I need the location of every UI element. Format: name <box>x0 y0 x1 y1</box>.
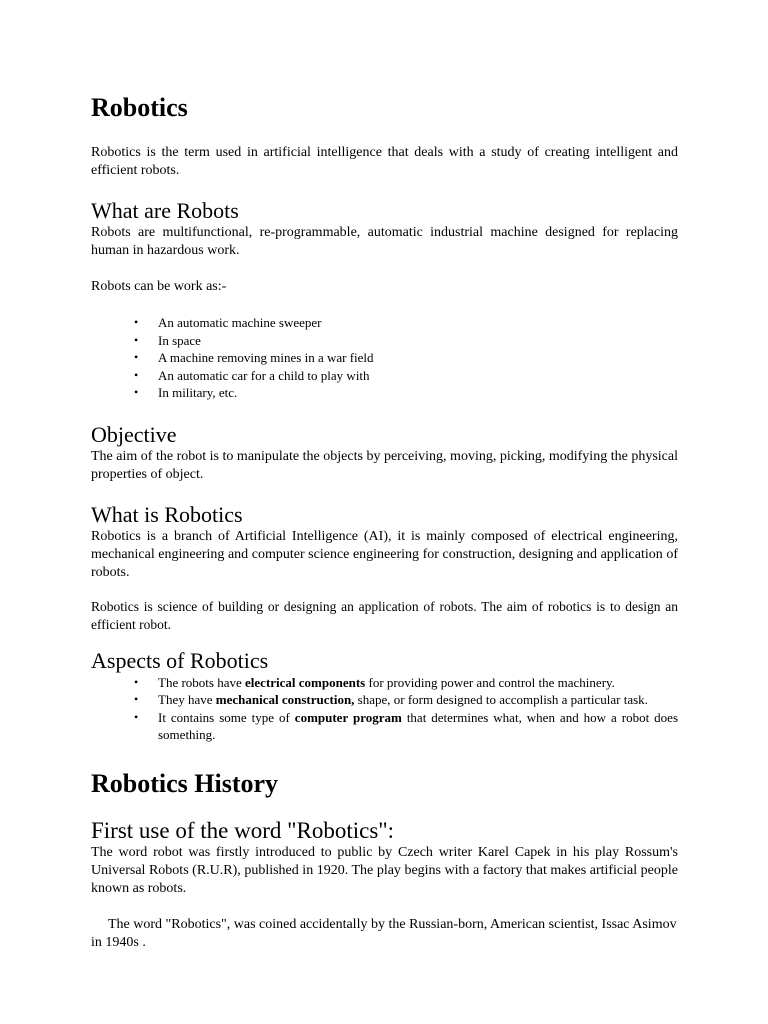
list-item: • It contains some type of computer program that determines what, when and how a robot does something. <box>134 709 679 742</box>
bullet-icon: • <box>134 315 139 329</box>
what-are-robots-heading: What are Robots <box>91 198 239 223</box>
bullet-icon: • <box>134 674 139 689</box>
intro-paragraph: Robotics is the term used in artificial intelligence that deals with a study of creating intelligent and efficient robots. <box>91 145 678 178</box>
bullet-icon: • <box>134 385 139 399</box>
what-is-robotics-paragraph-2: Robotics is science of building or designing an application of robots. The aim of robotics is to design an efficient robot. <box>91 598 678 632</box>
first-use-heading: First use of the word "Robotics": <box>91 817 395 843</box>
list-item: • The robots have electrical components for providing power and control the machinery. <box>134 674 615 690</box>
objective-heading: Objective <box>91 421 177 447</box>
history-paragraph-1: The word robot was firstly introduced to public by Czech writer Karel Capek in his play Rossum's Universal Robots (R.U.R), published in 1920. The play begins with a factory that makes artificial people known as robots. <box>91 844 678 896</box>
bullet-icon: • <box>134 350 139 364</box>
history-paragraph-2: The word "Robotics", was coined accidentally by the Russian-born, American scientist, Issac Asimov in 1940s . <box>91 916 677 950</box>
page-title: Robotics <box>91 93 188 122</box>
bullet-icon: • <box>134 332 139 347</box>
list-item: • An automatic machine sweeper <box>134 315 322 330</box>
what-is-robotics-paragraph-1: Robotics is a branch of Artificial Intelligence (AI), it is mainly composed of electrical engineering, mechanical engineering and computer science engineering for construction, designing and application of robots. <box>91 528 678 580</box>
list-item: • In space <box>134 332 201 348</box>
list-item: • They have mechanical construction, shape, or form designed to accomplish a particular task. <box>134 692 648 707</box>
what-is-robotics-heading: What is Robotics <box>91 501 243 527</box>
objective-paragraph: The aim of the robot is to manipulate the objects by perceiving, moving, picking, modifying the physical properties of object. <box>91 448 678 482</box>
document-content <box>91 92 678 952</box>
bullet-icon: • <box>134 692 139 706</box>
aspects-heading: Aspects of Robotics <box>91 647 269 673</box>
history-title: Robotics History <box>91 768 279 798</box>
what-are-robots-paragraph: Robots are multifunctional, re-programmable, automatic industrial machine designed for replacing human in hazardous work. <box>91 225 678 258</box>
robots-work-as-list <box>91 314 678 402</box>
list-item: • An automatic car for a child to play with <box>134 367 370 383</box>
list-item: • In military, etc. <box>134 385 238 400</box>
robots-work-as-label: Robots can be work as:- <box>91 279 227 294</box>
aspects-list <box>91 674 678 744</box>
list-item: • A machine removing mines in a war field <box>134 350 374 365</box>
bullet-icon: • <box>134 709 139 724</box>
bullet-icon: • <box>134 367 139 382</box>
